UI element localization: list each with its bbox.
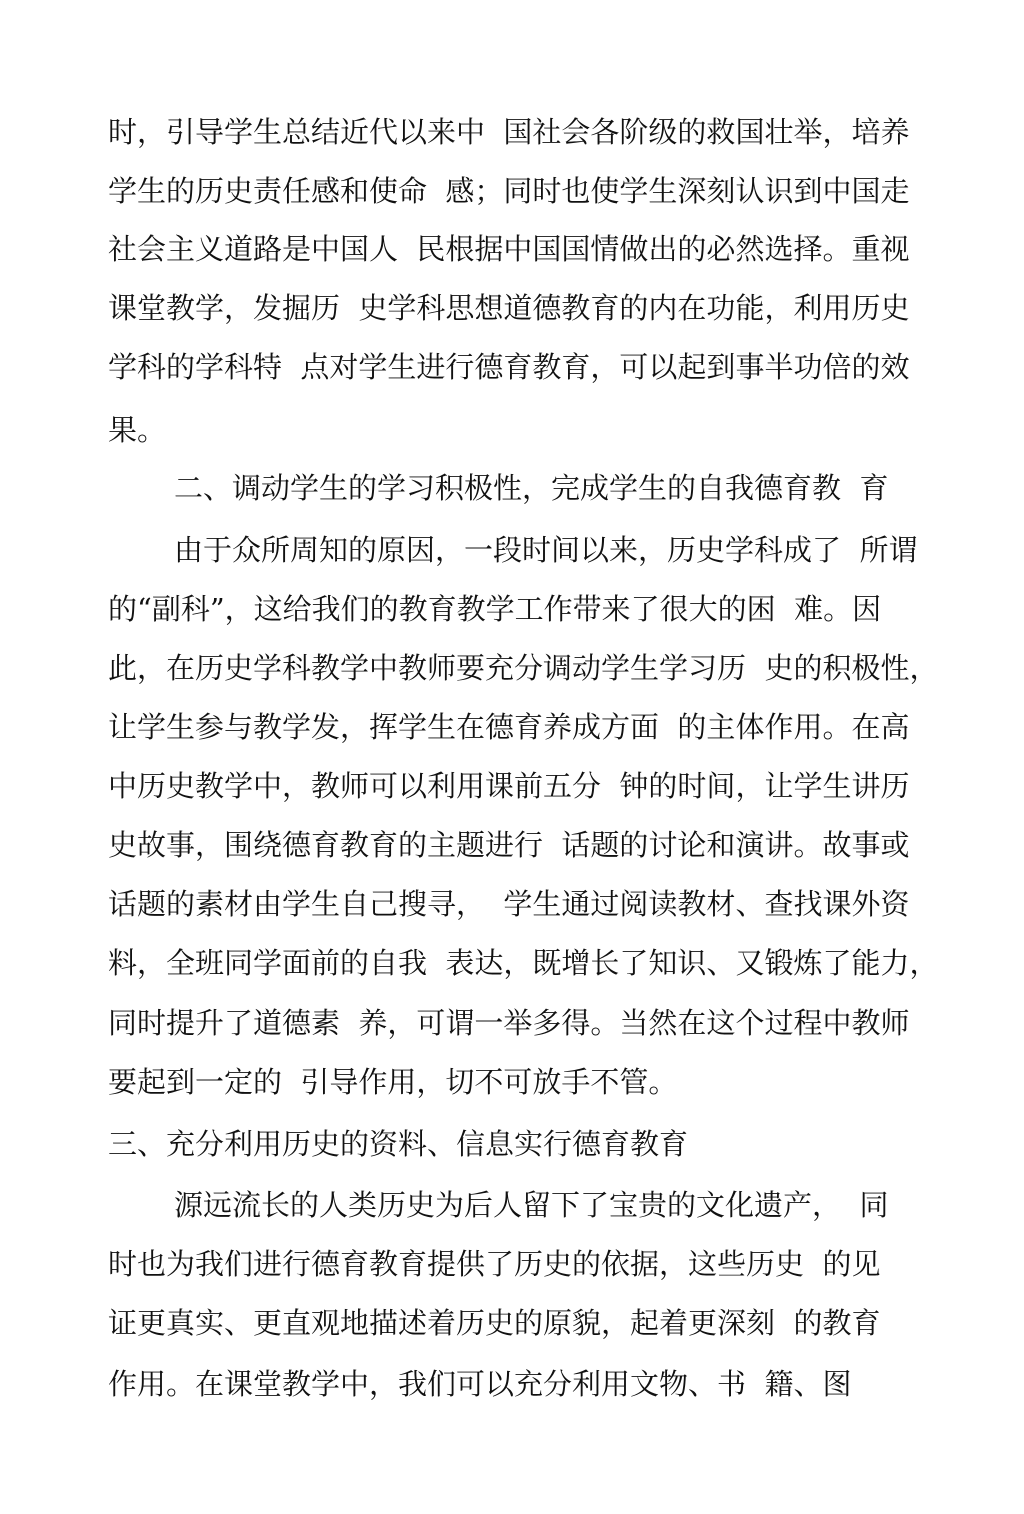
paragraph-first-line: 由于众所周知的原因，一段时间以来，历史学科成了 所谓 bbox=[174, 533, 918, 567]
text-line: 时，引导学生总结近代以来中 国社会各阶级的救国壮举，培养 bbox=[108, 115, 910, 149]
text-line: 此，在历史学科教学中教师要充分调动学生学习历 史的积极性， bbox=[108, 651, 939, 685]
text-line: 史故事，围绕德育教育的主题进行 话题的讨论和演讲。故事或 bbox=[108, 828, 910, 862]
text-line: 料，全班同学面前的自我 表达，既增长了知识、又锻炼了能力， bbox=[108, 946, 939, 980]
text-line: 的“副科”，这给我们的教育教学工作带来了很大的困 难。因 bbox=[108, 592, 882, 626]
text-line: 果。 bbox=[108, 413, 167, 447]
text-line: 社会主义道路是中国人 民根据中国国情做出的必然选择。重视 bbox=[108, 232, 910, 266]
text-line: 要起到一定的 引导作用，切不可放手不管。 bbox=[108, 1065, 678, 1099]
section-heading: 二、调动学生的学习积极性，完成学生的自我德育教 育 bbox=[174, 471, 889, 505]
text-line: 学生的历史责任感和使命 感；同时也使学生深刻认识到中国走 bbox=[108, 174, 910, 208]
text-line: 课堂教学，发掘历 史学科思想道德教育的内在功能，利用历史 bbox=[108, 291, 910, 325]
paragraph-first-line: 源远流长的人类历史为后人留下了宝贵的文化遗产， 同 bbox=[174, 1188, 889, 1222]
text-line: 话题的素材由学生自己搜寻， 学生通过阅读教材、查找课外资 bbox=[108, 887, 910, 921]
text-line: 时也为我们进行德育教育提供了历史的依据，这些历史 的见 bbox=[108, 1247, 881, 1281]
text-line: 中历史教学中，教师可以利用课前五分 钟的时间，让学生讲历 bbox=[108, 769, 910, 803]
text-line: 让学生参与教学发，挥学生在德育养成方面 的主体作用。在高 bbox=[108, 710, 910, 744]
text-line: 作用。在课堂教学中，我们可以充分利用文物、书 籍、图 bbox=[108, 1367, 852, 1401]
text-line: 学科的学科特 点对学生进行德育教育，可以起到事半功倍的效 bbox=[108, 350, 910, 384]
text-line: 同时提升了道德素 养，可谓一举多得。当然在这个过程中教师 bbox=[108, 1006, 910, 1040]
text-line: 证更真实、更直观地描述着历史的原貌，起着更深刻 的教育 bbox=[108, 1306, 881, 1340]
section-heading: 三、充分利用历史的资料、信息实行德育教育 bbox=[108, 1127, 689, 1161]
